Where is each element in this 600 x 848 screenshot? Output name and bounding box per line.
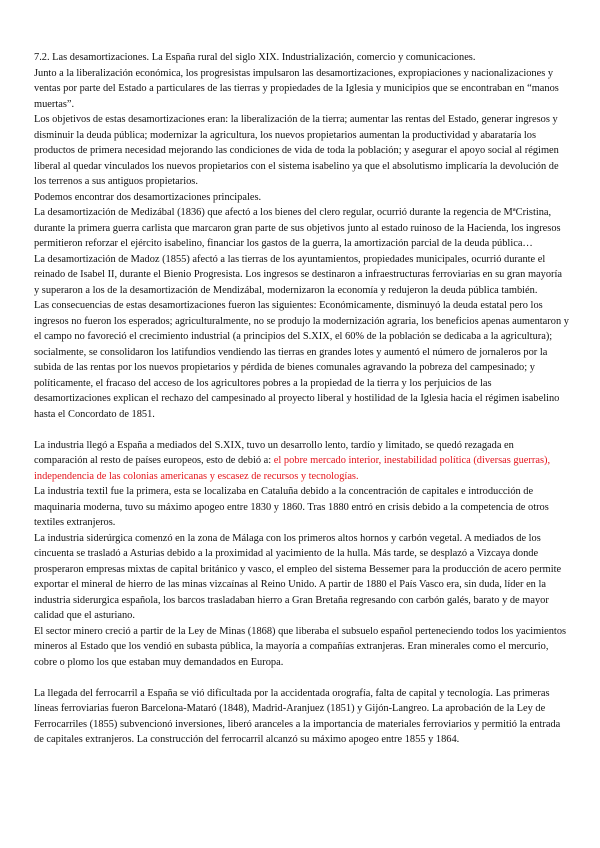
paragraph-industry [34, 438, 569, 485]
page-title: 7.2. Las desamortizaciones. La España rural del siglo XIX. Industrialización, comercio y comunicaciones. [34, 52, 476, 63]
paragraph-steel: La industria siderúrgica comenzó en la zona de Málaga con los primeros altos hornos y carbón vegetal. A mediados de los cincuenta se trasladó a Asturias debido a la proximidad al yacimiento de la hulla. Más tarde, se desplazó a Vizcaya donde prosperaron empresas mixtas de capital británico y vasco, el empleo del sistema Bessemer para la producción de acero permite exportar el mineral de hierro de las minas vizcaínas al Reino Unido. A partir de 1880 el País Vasco era, sin duda, líder en la industria siderurgica española, los barcos trasladaban hierro a Gran Bretaña regresando con carbón galés, barato y de mayor calidad que el asturiano. [34, 532, 562, 621]
industry-causes-highlight: el pobre mercado interior, inestabilidad política (diversas guerras), independencia de las colonias americanas y escasez de recursos y tecnologías. [34, 455, 551, 482]
paragraph-textile: La industria textil fue la primera, esta se localizaba en Cataluña debido a la concentración de capitales e introducción de maquinaria moderna, tuvo su máximo apogeo entre 1830 y 1860. Tras 1880 entró en crisis debido a la competencia de otros textiles extranjeros. [34, 486, 549, 528]
document-page [34, 50, 569, 748]
industry-intro-text: La industria llegó a España a mediados del S.XIX, tuvo un desarrollo lento, tardío y limitado, se quedó rezagada en comparación al resto de países europeos, esto de debió a: [34, 439, 514, 466]
paragraph-railway: La llegada del ferrocarril a España se vió dificultada por la accidentada orografía, falta de capital y tecnología. Las primeras líneas ferroviarias fueron Barcelona-Mataró (1848), Madrid-Aranjuez (1851) y Gijón-Langreo. La aprobación de la Ley de Ferrocarriles (1855) subvencionó inversiones, liberó aranceles a la importancia de materiales ferroviarios y permitió la entrada de capitales extranjeros. La construcción del ferrocarril alcanzó su máximo apogeo entre 1855 y 1864. [34, 687, 561, 745]
paragraph-main-desamortizaciones: Podemos encontrar dos desamortizaciones principales. [34, 191, 262, 203]
paragraph-consequences: Las consecuencias de estas desamortizaciones fueron las siguientes: Económicamente, disminuyó la deuda estatal pero los ingresos no fueron los esperados; agriculturalmente, no se produjo la modernización agraria, los beneficios apenas aumentaron y el campo no favoreció el crecimiento industrial (a principios del S.XIX, el 60% de la población se dedicaba a la agricultura); socialmente, se consolidaron los latifundios vendiendo las tierras en grandes lotes y aumentó el número de jornaleros por la subida de las rentas por los nuevos propietarios y pérdida de bienes comunales agravando la pobreza del campesinado; y políticamente, el fracaso del acceso de los agricultores pobres a la propiedad de la tierra y los perjuicios de las desamortizaciones explican el rechazo del campesinado al proyecto liberal y hostilidad de la Iglesia hacia el régimen isabelino hasta el Concordato de 1851. [34, 300, 569, 420]
paragraph-intro: Junto a la liberalización económica, los progresistas impulsaron las desamortizaciones, expropiaciones y nacionalizaciones y ventas por parte del Estado a particulares de las tierras y propiedades de la Iglesia y municipios que se encontraban en “manos muertas”. [34, 67, 559, 110]
paragraph-objectives: Los objetivos de estas desamortizaciones eran: la liberalización de la tierra; aumentar las rentas del Estado, generar ingresos y disminuir la deuda pública; modernizar la agricultura, los nuevos propietarios aumentan la productividad y abarataría los productos de primera necesidad mejorando las condiciones de vida de toda la población; y asegurar el apoyo social al régimen liberal al quedar vinculados los nuevos propietarios con el sistema isabelino ya que el absolutismo implicaría la devolución de los terrenos a sus antiguos propietarios. [34, 114, 559, 187]
paragraph-madoz: La desamortización de Madoz (1855) afectó a las tierras de los ayuntamientos, propiedades municipales, ocurrió durante el reinado de Isabel II, durante el Bienio Progresista. Los ingresos se destinaron a infraestructuras ferroviarias en su gran mayoría y superaron a los de la desamortización de Mendizábal, modernizaron la economía y redujeron la deuda pública también. [34, 253, 563, 296]
paragraph-mendizabal: La desamortización de Medizábal (1836) que afectó a los bienes del clero regular, ocurrió durante la regencia de MªCristina, durante la primera guerra carlista que marcaron gran parte de sus objetivos junto al estado ruinoso de la Hacienda, los ingresos permitieron reforzar el ejército isabelino, financiar los gastos de la guerra, la amortización parcial de la deuda pública… [34, 207, 561, 249]
paragraph-mining: El sector minero creció a partir de la Ley de Minas (1868) que liberaba el subsuelo español perteneciendo todos los yacimientos mineros al Estado que los vendió en subasta pública, la mayoría a compañías extranjeras. Eran minerales como el mercurio, cobre o plomo los que estaban muy demandados en Europa. [34, 625, 567, 668]
